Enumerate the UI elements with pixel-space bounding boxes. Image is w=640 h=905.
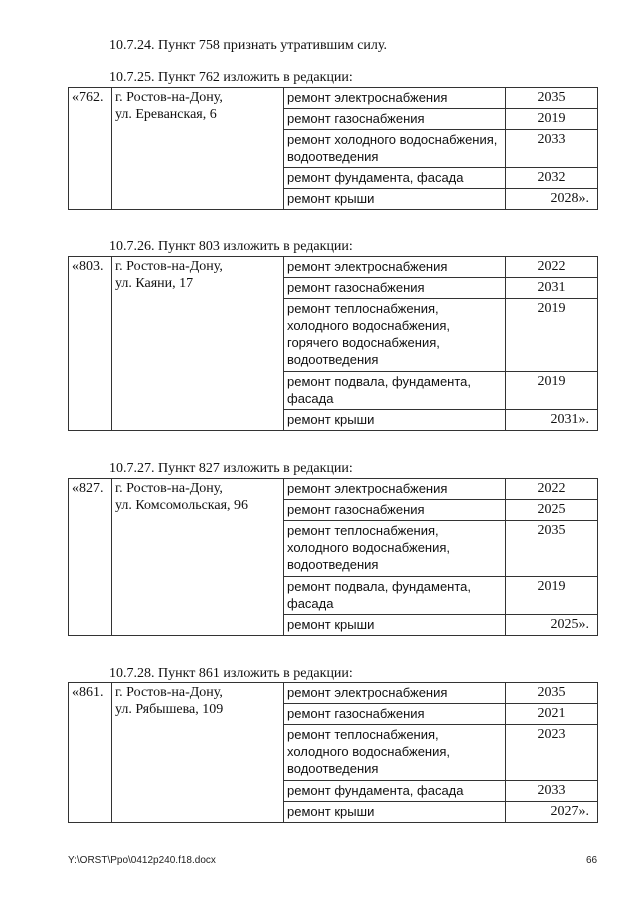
year: 2032 (506, 168, 598, 189)
address-street: ул. Каяни, 17 (115, 276, 194, 291)
work-type: ремонт подвала, фундамента, фасада (284, 372, 506, 410)
year: 2028». (506, 189, 598, 210)
year: 2022 (506, 257, 598, 278)
work-type: ремонт крыши (284, 189, 506, 210)
address-city: г. Ростов-на-Дону, (115, 90, 223, 105)
section-heading: 10.7.25. Пункт 762 изложить в редакции: (109, 70, 353, 85)
work-type: ремонт теплоснабжения, холодного водоснабжения, водоотведения (284, 521, 506, 577)
amendment-table (68, 256, 598, 431)
footer-file-path: Y:\ORST\Ppo\0412p240.f18.docx (68, 855, 216, 866)
year: 2022 (506, 479, 598, 500)
work-type: ремонт электроснабжения (284, 257, 506, 278)
address-street: ул. Комсомольская, 96 (115, 498, 249, 513)
address-street: ул. Ереванская, 6 (115, 107, 217, 122)
year: 2025 (506, 500, 598, 521)
work-type: ремонт фундамента, фасада (284, 781, 506, 802)
address-street: ул. Рябышева, 109 (115, 702, 224, 717)
address (112, 88, 284, 210)
footer-page-number: 66 (586, 855, 598, 866)
address-city: г. Ростов-на-Дону, (115, 481, 223, 496)
address (112, 479, 284, 636)
paragraph-10-7-24: 10.7.24. Пункт 758 признать утратившим силу. (109, 38, 387, 53)
work-type: ремонт газоснабжения (284, 500, 506, 521)
year: 2025». (506, 615, 598, 636)
work-type: ремонт крыши (284, 615, 506, 636)
year: 2019 (506, 109, 598, 130)
year: 2021 (506, 704, 598, 725)
work-type: ремонт подвала, фундамента, фасада (284, 577, 506, 615)
address-city: г. Ростов-на-Дону, (115, 685, 223, 700)
amendment-table (68, 478, 598, 636)
amendment-table (68, 87, 598, 210)
item-number: «827. (69, 479, 112, 636)
year: 2033 (506, 130, 598, 168)
address (112, 683, 284, 823)
address-city: г. Ростов-на-Дону, (115, 259, 223, 274)
work-type: ремонт газоснабжения (284, 109, 506, 130)
work-type: ремонт холодного водоснабжения, водоотведения (284, 130, 506, 168)
work-type: ремонт электроснабжения (284, 683, 506, 704)
item-number: «803. (69, 257, 112, 431)
year: 2035 (506, 88, 598, 109)
work-type: ремонт электроснабжения (284, 88, 506, 109)
year: 2033 (506, 781, 598, 802)
work-type: ремонт газоснабжения (284, 704, 506, 725)
amendment-table (68, 682, 598, 823)
work-type: ремонт теплоснабжения, холодного водоснабжения, водоотведения (284, 725, 506, 781)
work-type: ремонт фундамента, фасада (284, 168, 506, 189)
work-type: ремонт крыши (284, 802, 506, 823)
year: 2019 (506, 372, 598, 410)
item-number: «861. (69, 683, 112, 823)
year: 2019 (506, 577, 598, 615)
work-type: ремонт крыши (284, 410, 506, 431)
work-type: ремонт теплоснабжения, холодного водоснабжения, горячего водоснабжения, водоотведения (284, 299, 506, 372)
year: 2019 (506, 299, 598, 372)
address (112, 257, 284, 431)
section-heading: 10.7.26. Пункт 803 изложить в редакции: (109, 239, 353, 254)
year: 2035 (506, 521, 598, 577)
section-heading: 10.7.27. Пункт 827 изложить в редакции: (109, 461, 353, 476)
year: 2023 (506, 725, 598, 781)
section-heading: 10.7.28. Пункт 861 изложить в редакции: (109, 666, 353, 681)
work-type: ремонт электроснабжения (284, 479, 506, 500)
year: 2031». (506, 410, 598, 431)
item-number: «762. (69, 88, 112, 210)
year: 2027». (506, 802, 598, 823)
year: 2035 (506, 683, 598, 704)
year: 2031 (506, 278, 598, 299)
work-type: ремонт газоснабжения (284, 278, 506, 299)
